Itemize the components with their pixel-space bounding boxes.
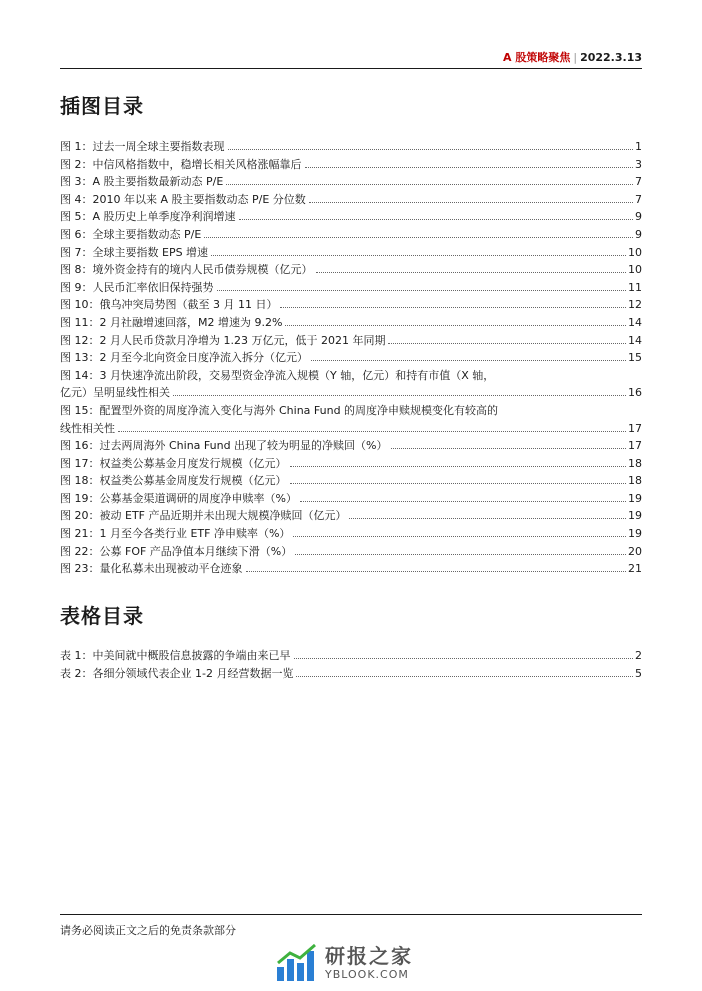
toc-entry-label: 图 3：A 股主要指数最新动态 P/E xyxy=(60,175,224,189)
figure-toc-entry[interactable] xyxy=(60,367,642,402)
dot-leader xyxy=(228,149,634,150)
toc-entry-label-continuation: 亿元）呈明显线性相关 xyxy=(60,386,170,400)
figure-toc-entry[interactable] xyxy=(60,279,642,297)
dot-leader xyxy=(305,167,634,168)
toc-entry-page: 10 xyxy=(628,245,642,259)
header-section: A 股策略聚焦 xyxy=(503,51,571,64)
dot-leader xyxy=(239,219,633,220)
tables-toc xyxy=(60,647,642,682)
figure-toc-entry[interactable] xyxy=(60,296,642,314)
figure-toc-entry[interactable] xyxy=(60,560,642,578)
figure-toc-entry[interactable] xyxy=(60,543,642,561)
figure-toc-entry[interactable] xyxy=(60,244,642,262)
dot-leader xyxy=(349,518,626,519)
dot-leader xyxy=(217,290,627,291)
dot-leader xyxy=(280,307,626,308)
toc-entry-page: 17 xyxy=(628,439,642,453)
toc-entry-page: 2 xyxy=(635,649,642,662)
toc-entry-page: 14 xyxy=(628,315,642,329)
toc-entry-label: 图 9：人民币汇率依旧保持强势 xyxy=(60,280,214,294)
figure-toc-entry[interactable] xyxy=(60,507,642,525)
toc-entry-label: 图 13：2 月至今北向资金日度净流入拆分（亿元） xyxy=(60,351,308,365)
toc-entry-page: 12 xyxy=(628,298,642,312)
dot-leader xyxy=(316,272,627,273)
dot-leader xyxy=(290,466,627,467)
figures-toc xyxy=(60,138,642,578)
figure-toc-entry[interactable] xyxy=(60,472,642,490)
dot-leader xyxy=(246,571,627,572)
toc-entry-label: 图 22：公募 FOF 产品净值本月继续下滑（%） xyxy=(60,544,293,558)
toc-entry-page: 10 xyxy=(628,263,642,277)
toc-entry-label: 图 17：权益类公募基金月度发行规模（亿元） xyxy=(60,456,287,470)
toc-entry-label: 图 20：被动 ETF 产品近期并未出现大规模净赎回（亿元） xyxy=(60,509,347,523)
dot-leader xyxy=(294,658,634,659)
header-separator: | xyxy=(573,51,578,64)
toc-entry-label: 图 16：过去两周海外 China Fund 出现了较为明显的净赎回（%） xyxy=(60,439,388,453)
footer-rule xyxy=(60,914,642,915)
dot-leader xyxy=(211,255,626,256)
toc-entry-page: 11 xyxy=(628,280,642,294)
toc-entry-label: 图 1：过去一周全球主要指数表现 xyxy=(60,140,225,153)
figure-toc-entry[interactable] xyxy=(60,349,642,367)
toc-entry-page: 1 xyxy=(635,140,642,153)
toc-entry-label: 图 5：A 股历史上单季度净利润增速 xyxy=(60,210,236,224)
toc-entry-page: 19 xyxy=(628,509,642,523)
dot-leader xyxy=(204,237,633,238)
figure-toc-entry[interactable] xyxy=(60,173,642,191)
dot-leader xyxy=(300,501,626,502)
toc-entry-label: 图 11：2 月社融增速回落，M2 增速为 9.2% xyxy=(60,315,283,329)
figure-toc-entry[interactable] xyxy=(60,455,642,473)
toc-entry-label: 图 19：公募基金渠道调研的周度净申赎率（%） xyxy=(60,491,297,505)
dot-leader xyxy=(388,343,626,344)
toc-entry-page: 19 xyxy=(628,527,642,541)
dot-leader xyxy=(290,483,627,484)
toc-entry-label: 图 4：2010 年以来 A 股主要指数动态 P/E 分位数 xyxy=(60,192,306,206)
dot-leader xyxy=(173,395,626,396)
dot-leader xyxy=(293,536,626,537)
toc-entry-label: 图 23：量化私募未出现被动平仓迹象 xyxy=(60,562,243,576)
table-toc-entry[interactable] xyxy=(60,647,642,665)
toc-entry-page: 9 xyxy=(635,210,642,224)
toc-entry-page: 18 xyxy=(628,474,642,488)
dot-leader xyxy=(309,202,633,203)
figure-toc-entry[interactable] xyxy=(60,402,642,437)
figure-toc-entry[interactable] xyxy=(60,191,642,209)
toc-entry-label-continuation: 线性相关性 xyxy=(60,421,115,435)
toc-entry-page: 19 xyxy=(628,491,642,505)
toc-entry-label: 图 10：俄乌冲突局势图（截至 3 月 11 日） xyxy=(60,298,278,312)
dot-leader xyxy=(118,431,626,432)
toc-entry-label: 表 2：各细分领域代表企业 1-2 月经营数据一览 xyxy=(60,666,294,680)
toc-entry-page: 7 xyxy=(635,192,642,206)
toc-entry-label: 图 7：全球主要指数 EPS 增速 xyxy=(60,245,209,259)
toc-entry-page: 7 xyxy=(635,175,642,189)
toc-entry-page: 3 xyxy=(635,157,642,171)
toc-entry-label: 图 6：全球主要指数动态 P/E xyxy=(60,227,202,241)
figure-toc-entry[interactable] xyxy=(60,226,642,244)
toc-entry-page: 18 xyxy=(628,456,642,470)
toc-entry-label: 图 8：境外资金持有的境内人民币债券规模（亿元） xyxy=(60,263,313,277)
footer-disclaimer: 请务必阅读正文之后的免责条款部分 xyxy=(60,924,236,937)
figure-toc-entry[interactable] xyxy=(60,314,642,332)
toc-entry-page: 9 xyxy=(635,227,642,241)
figure-toc-entry[interactable] xyxy=(60,208,642,226)
toc-entry-label: 图 18：权益类公募基金周度发行规模（亿元） xyxy=(60,474,287,488)
toc-entry-page: 5 xyxy=(635,666,642,680)
toc-entry-page: 15 xyxy=(628,351,642,365)
toc-entry-page: 20 xyxy=(628,544,642,558)
toc-entry-page: 17 xyxy=(628,421,642,435)
watermark xyxy=(275,940,465,986)
toc-entry-label: 表 1：中美间就中概股信息披露的争端由来已早 xyxy=(60,649,291,662)
dot-leader xyxy=(285,325,626,326)
figures-toc-title: 插图目录 xyxy=(60,94,144,118)
watermark-url: YBLOOK.COM xyxy=(325,968,409,981)
figure-toc-entry[interactable] xyxy=(60,437,642,455)
figure-toc-entry[interactable] xyxy=(60,490,642,508)
header-date: 2022.3.13 xyxy=(580,51,642,64)
toc-entry-label: 图 21：1 月至今各类行业 ETF 净申赎率（%） xyxy=(60,527,291,541)
toc-entry-label: 图 12：2 月人民币贷款月净增为 1.23 万亿元，低于 2021 年同期 xyxy=(60,333,386,347)
tables-toc-title: 表格目录 xyxy=(60,604,144,628)
dot-leader xyxy=(296,676,633,677)
dot-leader xyxy=(311,360,626,361)
figure-toc-entry[interactable] xyxy=(60,138,642,156)
table-toc-entry[interactable] xyxy=(60,665,642,683)
dot-leader xyxy=(226,184,633,185)
page-header xyxy=(60,50,642,66)
header-rule xyxy=(60,68,642,69)
bar-chart-logo-icon xyxy=(275,943,319,983)
dot-leader xyxy=(391,448,626,449)
figure-toc-entry[interactable] xyxy=(60,261,642,279)
figure-toc-entry[interactable] xyxy=(60,156,642,174)
figure-toc-entry[interactable] xyxy=(60,332,642,350)
toc-entry-label: 图 2：中信风格指数中，稳增长相关风格涨幅靠后 xyxy=(60,157,302,171)
dot-leader xyxy=(295,554,626,555)
toc-entry-page: 16 xyxy=(628,386,642,400)
toc-entry-label: 图 14：3 月快速净流出阶段，交易型资金净流入规模（Y 轴，亿元）和持有市值（X 轴， xyxy=(60,368,495,382)
figure-toc-entry[interactable] xyxy=(60,525,642,543)
toc-entry-label: 图 15：配置型外资的周度净流入变化与海外 China Fund 的周度净申赎规模变化有较高的 xyxy=(60,403,499,417)
toc-entry-page: 14 xyxy=(628,333,642,347)
toc-entry-page: 21 xyxy=(628,562,642,576)
watermark-title: 研报之家 xyxy=(325,944,413,968)
